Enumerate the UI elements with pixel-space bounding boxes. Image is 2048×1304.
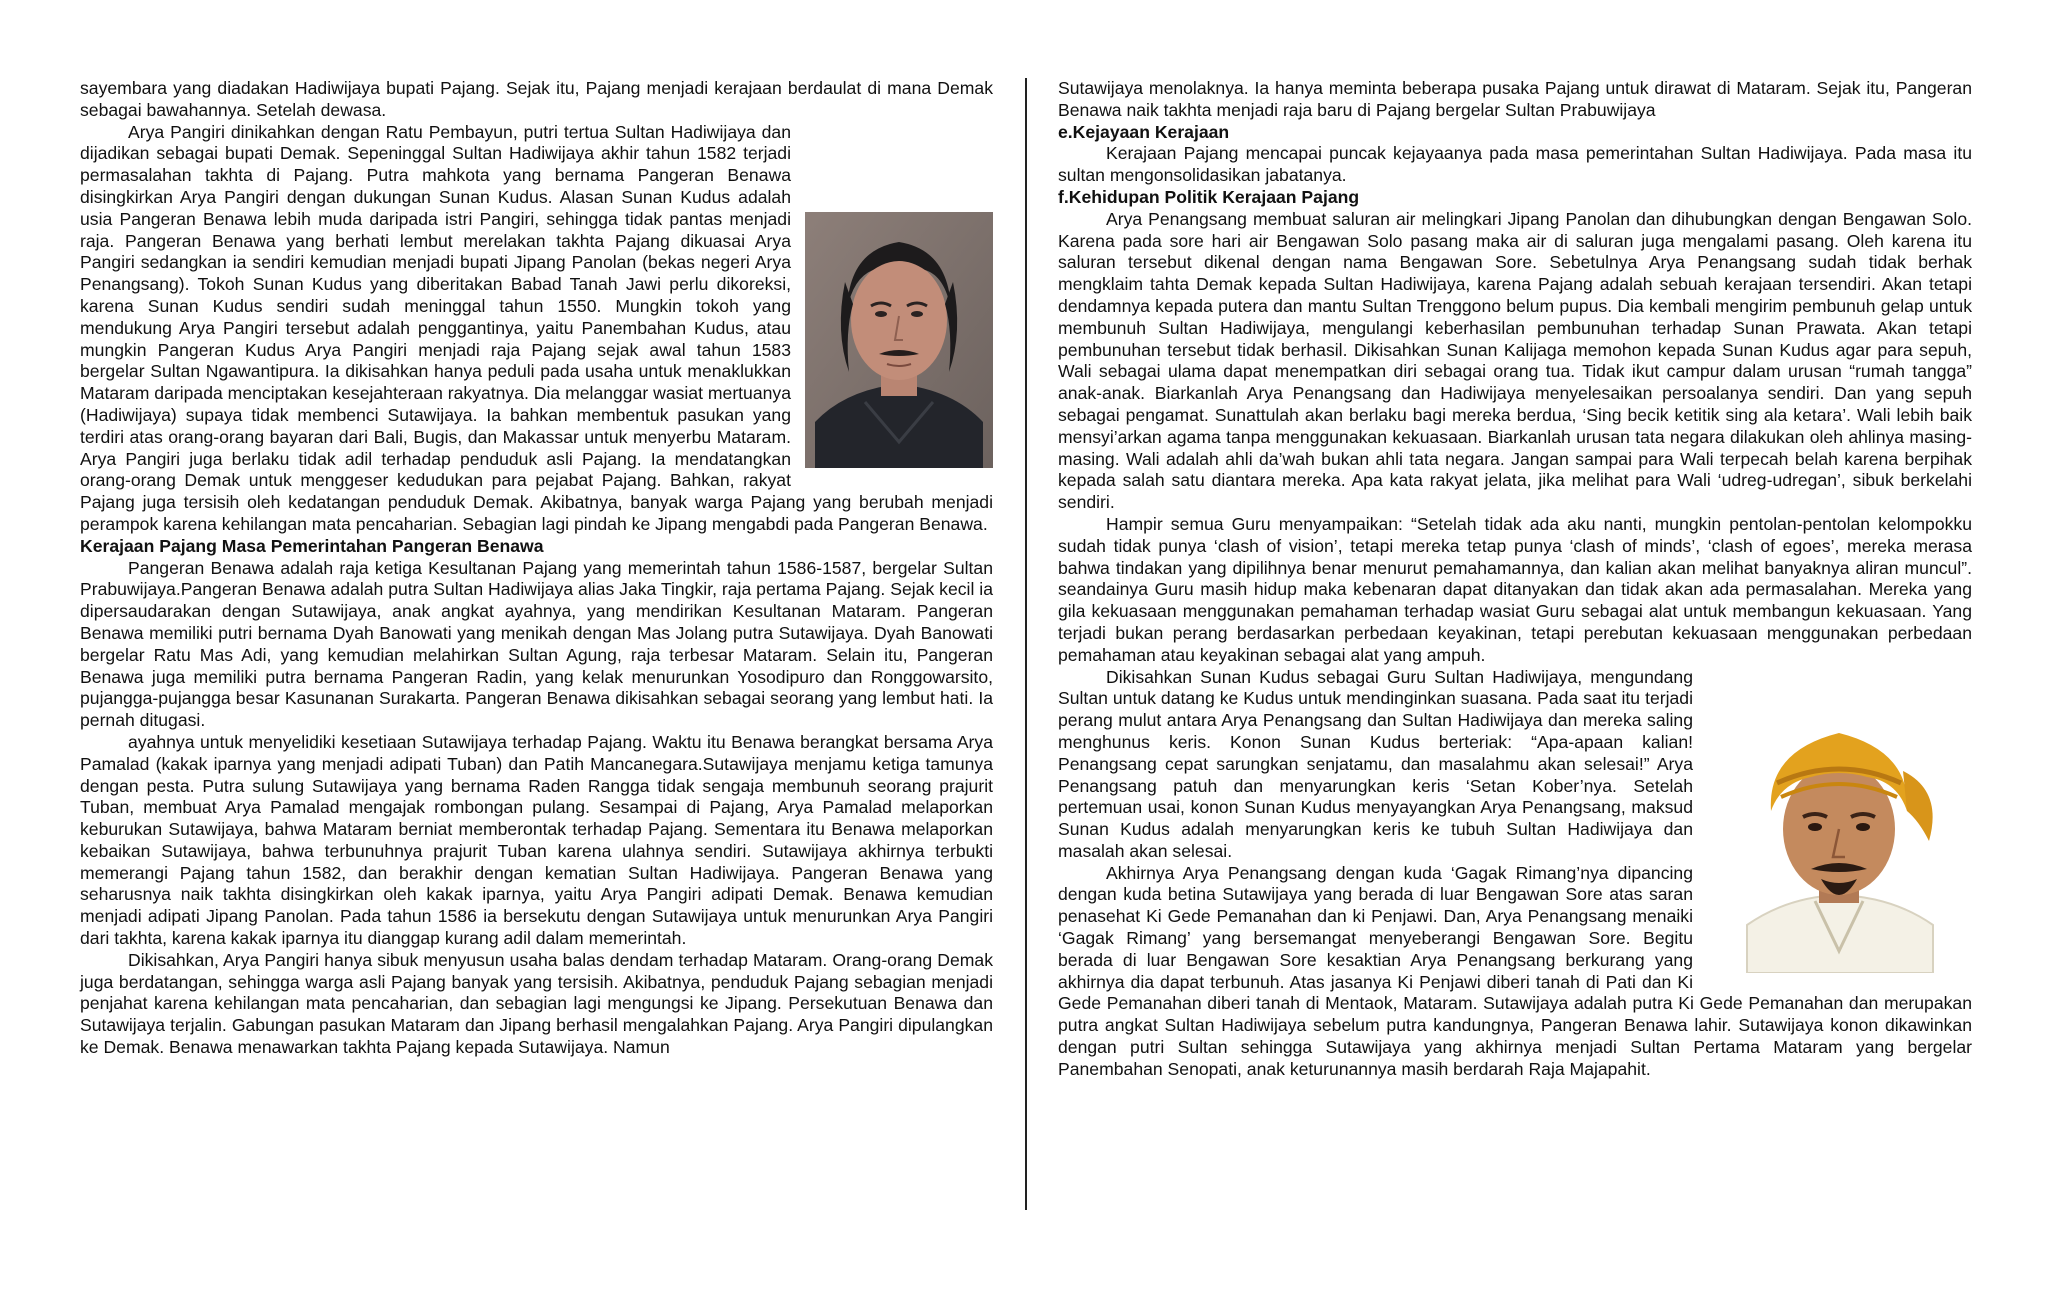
paragraph: Arya Pangiri dinikahkan dengan Ratu Pembayun, putri tertua Sultan Hadiwijaya dan dijadikan sebagai bupati Demak. Sepeninggal Sultan Hadiwijaya akhir tahun 1582 terjadi permasalahan takhta di Pajang. Putra mahkota yang bernama Pangeran Benawa disingkirkan Arya Pangiri dengan dukungan Sunan Kudus. Alasan Sunan Kudus adalah usia Pangeran Benawa lebih muda daripada istri Pangiri, sehingga tidak pantas menjadi raja. Pangeran Benawa yang berhati lembut merelakan takhta Pajang dikuasai Arya Pangiri sedangkan ia sendiri kemudian menjadi bupati Jipang Panolan (bekas negeri Arya Penangsang). Tokoh Sunan Kudus yang diberitakan Babad Tanah Jawi perlu dikoreksi, karena Sunan Kudus sendiri sudah meninggal tahun 1550. Mungkin tokoh yang mendukung Arya Pangiri tersebut adalah penggantinya, yaitu Panembahan Kudus, atau mungkin Pangeran Kudus Arya Pangiri menjadi raja Pajang sejak awal tahun 1583 bergelar Sultan Ngawantipura. Ia dikisahkan hanya peduli pada usaha untuk menaklukkan Mataram daripada menciptakan kesejahteraan rakyatnya. Dia melanggar wasiat mertuanya (Hadiwijaya) supaya tidak membenci Sutawijaya. Ia bahkan membentuk pasukan yang terdiri atas orang-orang bayaran dari Bali, Bugis, dan Makassar untuk menyerbu Mataram. Arya Pangiri juga berlaku tidak adil terhadap penduduk asli Pajang. Ia mendatangkan orang-orang Demak untuk menggeser kedudukan para pejabat Pajang. Bahkan, rakyat Pajang juga tersisih oleh kedatangan penduduk Demak. Akibatnya, banyak warga Pajang yang berubah menjadi perampok karena kehilangan mata pencaharian. Sebagian lagi pindah ke Jipang mengabdi pada Pangeran Benawa. xyxy=(80,121,993,534)
portrait-illustration xyxy=(805,212,993,468)
paragraph: Pangeran Benawa adalah raja ketiga Kesultanan Pajang yang memerintah tahun 1586-1587, bergelar Sultan Prabuwijaya.Pangeran Benawa adalah putra Sultan Hadiwijaya alias Jaka Tingkir, raja pertama Pajang. Sejak kecil ia dipersaudarakan dengan Sutawijaya, anak angkat ayahnya, yang mendirikan Kesultanan Mataram. Pangeran Benawa memiliki putri bernama Dyah Banowati yang menikah dengan Mas Jolang putra Sutawijaya. Dyah Banowati bergelar Ratu Mas Adi, yang kemudian melahirkan Sultan Agung, raja terbesar Mataram. Selain itu, Pangeran Benawa juga memiliki putra bernama Pangeran Radin, yang kelak menurunkan Yosodipuro dan Ronggowarsito, pujangga-pujangga besar Kasunanan Surakarta. Pangeran Benawa dikisahkan sebagai seorang yang lembut hati. Ia pernah ditugasi. xyxy=(80,557,993,731)
column-divider xyxy=(1025,78,1027,1210)
paragraph: Sutawijaya menolaknya. Ia hanya meminta beberapa pusaka Pajang untuk dirawat di Mataram. Sejak itu, Pangeran Benawa naik takhta menjadi raja baru di Pajang bergelar Sultan Prabuwijaya xyxy=(1058,78,1972,120)
paragraph: Kerajaan Pajang mencapai puncak kejayaanya pada masa pemerintahan Sultan Hadiwijaya. Pada masa itu sultan mengonsolidasikan jabatanya. xyxy=(1058,143,1972,186)
paragraph: sayembara yang diadakan Hadiwijaya bupati Pajang. Sejak itu, Pajang menjadi kerajaan berdaulat di mana Demak sebagai bawahannya. Setelah dewasa. xyxy=(80,78,993,120)
paragraph: Hampir semua Guru menyampaikan: “Setelah tidak ada aku nanti, mungkin pentolan-pentolan kelompokku sudah tidak punya ‘clash of vision’, tetapi mereka tetap punya ‘clash of minds’, ‘clash of egoes’, mereka merasa bahwa tindakan yang dipilihnya benar menurut pemahamannya, dan kalian akan melihat banyaknya aliran muncul”. seandainya Guru masih hidup maka kebenaran dapat ditanyakan dan tidak akan ada permasalahan. Mereka yang gila kekuasaan menggunakan pemahaman terhadap wasiat Guru sebagai alat untuk membangun kekuasaan. Yang terjadi bukan perang berdasarkan perbedaan keyakinan, tetapi perebutan kekuasaan menggunakan perbedaan pemahaman atau keyakinan sebagai alat yang ampuh. xyxy=(1058,513,1972,665)
paragraph: Dikisahkan, Arya Pangiri hanya sibuk menyusun usaha balas dendam terhadap Mataram. Orang-orang Demak juga berdatangan, sehingga warga asli Pajang banyak yang tersisih. Akibatnya, penduduk Pajang sebagian menjadi penjahat karena kehilangan mata pencaharian, dan sebagian lagi mengungsi ke Jipang. Persekutuan Benawa dan Sutawijaya terjalin. Gabungan pasukan Mataram dan Jipang berhasil mengalahkan Pajang. Arya Pangiri dipulangkan ke Demak. Benawa menawarkan takhta Pajang kepada Sutawijaya. Namun xyxy=(80,949,993,1058)
paragraph: Arya Penangsang membuat saluran air melingkari Jipang Panolan dan dihubungkan dengan Bengawan Solo. Karena pada sore hari air Bengawan Solo pasang maka air di saluran juga mengalami pasang. Oleh karena itu saluran tersebut dikenal dengan nama Bengawan Sore. Sebetulnya Arya Penangsang sudah tidak berhak mengklaim tahta Demak kepada Sultan Hadiwijaya, karena Pajang adalah sebuah kerajaan tersendiri. Akan tetapi dendamnya kepada putera dan mantu Sultan Trenggono belum pupus. Dia kembali mengirim pembunuh gelap untuk membunuh Sultan Hadiwijaya, mengulangi keberhasilan pembunuhan terhadap Sunan Prawata. Akan tetapi pembunuhan tersebut tidak berhasil. Dikisahkan Sunan Kalijaga memohon kepada Sunan Kudus agar para sepuh, Wali sebagai ulama dapat menempatkan diri sebagai orang tua. Tidak ikut campur dalam urusan “rumah tangga” anak-anak. Biarkanlah Arya Penangsang dan Hadiwijaya menyelesaikan persoalanya sendiri. Dan yang sepuh sebagai pengamat. Sunattulah akan berlaku bagi mereka berdua, ‘Sing becik ketitik sing ala ketara’. Wali lebih baik mensyi’arkan agama tanpa menggunakan kekuasaan. Biarkanlah urusan tata negara dilakukan oleh ahlinya masing-masing. Wali adalah ahli da’wah bukan ahli tata negara. Jangan sampai para Wali terpecah belah karena berpihak kepada salah satu diantara mereka. Apa kata rakyat jelata, jika melihat para Wali ‘udreg-udregan’, sibuk berkelahi sendiri. xyxy=(1058,208,1972,513)
paragraph: Akhirnya Arya Penangsang dengan kuda ‘Gagak Rimang’nya dipancing dengan kuda betina Sutawijaya yang berada di luar Bengawan Sore atas saran penasehat Ki Gede Pemanahan dan ki Penjawi. Dan, Arya Penangsang menaiki ‘Gagak Rimang’ yang bersemangat menyeberangi Bengawan Sore. Begitu berada di luar Bengawan Sore kesaktian Arya Penangsang berkurang yang akhirnya dia dapat terbunuh. Atas jasanya Ki Penjawi diberi tanah di Pati dan Ki Gede Pemanahan diberi tanah di Mentaok, Mataram. Sutawijaya adalah putra Ki Gede Pemanahan dan merupakan putra angkat Sultan Hadiwijaya sebelum putra kandungnya, Pangeran Benawa lahir. Sutawijaya konon dikawinkan dengan putri Sultan sehingga Sutawijaya yang akhirnya menjadi Sultan Pertama Mataram yang bergelar Panembahan Senopati, anak keturunannya masih berdarah Raja Majapahit. xyxy=(1058,862,1972,1079)
portrait-illustration xyxy=(1707,711,1972,973)
section-heading: e.Kejayaan Kerajaan xyxy=(1058,121,1230,142)
paragraph: Dikisahkan Sunan Kudus sebagai Guru Sultan Hadiwijaya, mengundang Sultan untuk datang ke Kudus untuk mendinginkan suasana. Pada saat itu terjadi perang mulut antara Arya Penangsang dan Sultan Hadiwijaya dan mereka saling menghunus keris. Konon Sunan Kudus berteriak: “Apa-apaan kalian! Penangsang cepat sarungkan senjatamu, dan masalahmu akan selesai!” Arya Penangsang patuh dan menyarungkan keris ‘Setan Kober’nya. Setelah pertemuan usai, konon Sunan Kudus menyayangkan Arya Penangsang, maksud Sunan Kudus adalah menyarungkan keris ke tubuh Sultan Hadiwijaya dan masalah akan selesai. xyxy=(1058,666,1693,861)
right-column xyxy=(1058,78,1972,1081)
section-heading: Kerajaan Pajang Masa Pemerintahan Pangeran Benawa xyxy=(80,535,544,556)
portrait-pangeran-benawa xyxy=(805,212,993,468)
section-heading: f.Kehidupan Politik Kerajaan Pajang xyxy=(1058,186,1360,207)
portrait-sunan-kudus xyxy=(1707,711,1972,973)
paragraph: ayahnya untuk menyelidiki kesetiaan Sutawijaya terhadap Pajang. Waktu itu Benawa berangkat bersama Arya Pamalad (kakak iparnya yang menjadi adipati Tuban) dan Patih Mancanegara.Sutawijaya menjamu ketiga tamunya dengan pesta. Putra sulung Sutawijaya yang bernama Raden Rangga tidak sengaja membunuh seorang prajurit Tuban, membuat Arya Pamalad mengajak rombongan pulang. Sesampai di Pajang, Arya Pamalad melaporkan keburukan Sutawijaya, bahwa Mataram berniat memberontak terhadap Pajang. Sementara itu Benawa melaporkan kebaikan Sutawijaya, bahwa terbunuhnya prajurit Tuban karena ulahnya sendiri. Sutawijaya akhirnya terbukti memerangi Pajang tahun 1582, dan berakhir dengan kematian Sultan Hadiwijaya. Pangeran Benawa yang seharusnya naik takhta disingkirkan oleh kakak iparnya, yaitu Arya Pangiri adipati Demak. Benawa kemudian menjadi adipati Jipang Panolan. Pada tahun 1586 ia bersekutu dengan Sutawijaya untuk menurunkan Arya Pangiri dari takhta, karena kakak iparnya itu dianggap kurang adil dalam memerintah. xyxy=(80,731,993,949)
left-column xyxy=(80,78,993,1059)
